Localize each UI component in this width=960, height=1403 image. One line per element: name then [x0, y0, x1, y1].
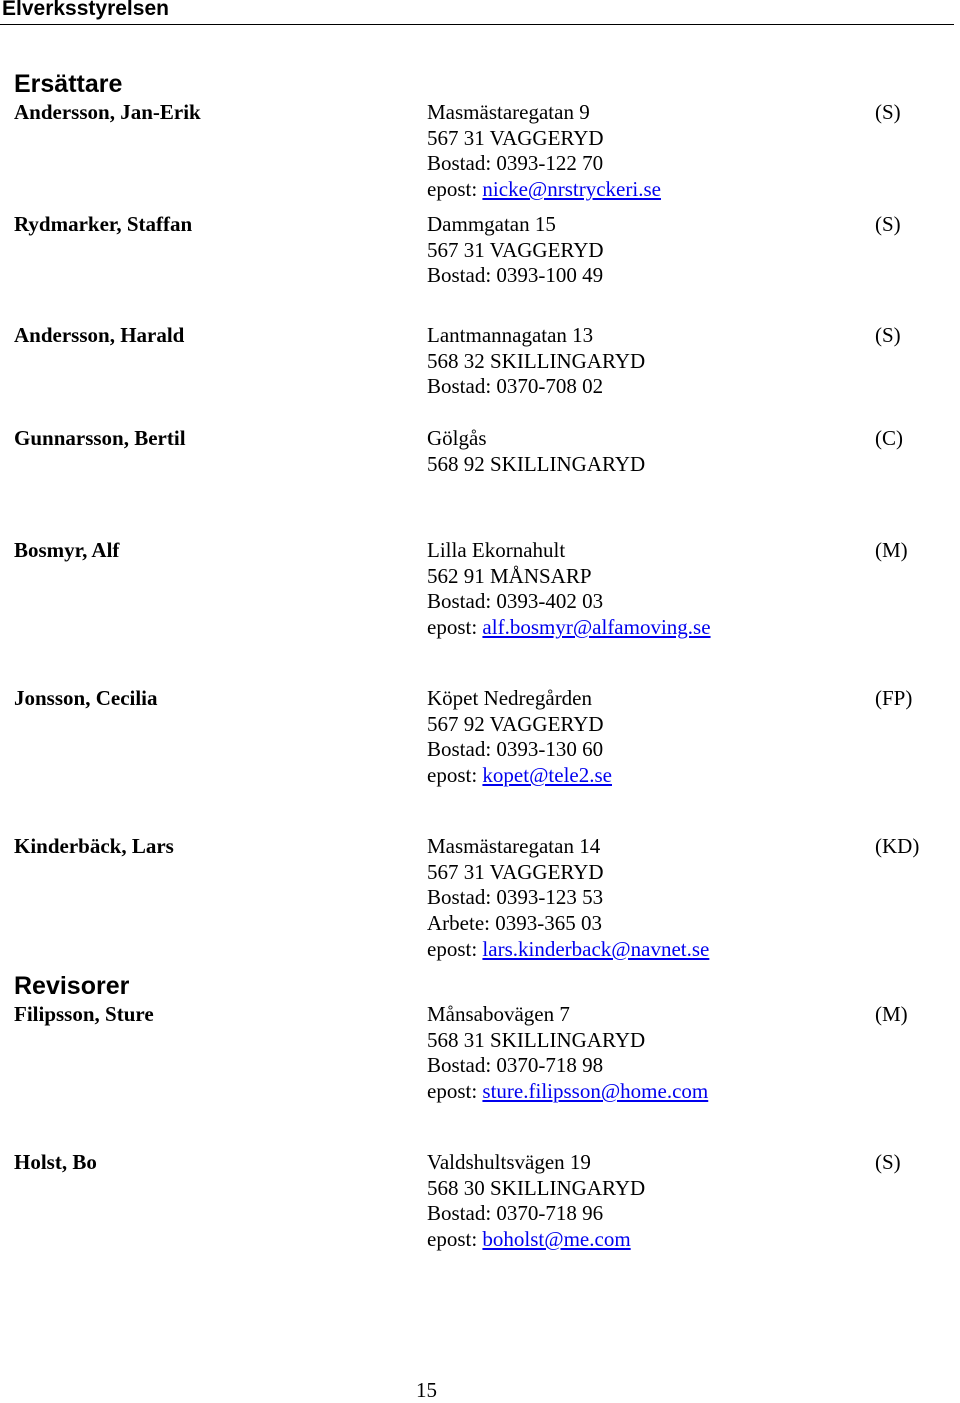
party-badge: (KD) [875, 834, 920, 858]
email-label: epost: [427, 1079, 483, 1104]
member-name: Kinderbäck, Lars [14, 834, 174, 858]
party-badge: (M) [875, 538, 908, 562]
email-line [427, 763, 612, 789]
party-badge: (C) [875, 426, 903, 450]
email-link[interactable]: nicke@nrstryckeri.se [482, 177, 661, 202]
email-link[interactable]: sture.filipsson@home.com [482, 1079, 709, 1104]
home-phone: Bostad: 0393-402 03 [427, 589, 604, 614]
member-name: Andersson, Harald [14, 323, 185, 347]
page-header [0, 0, 954, 25]
street: Masmästaregatan 9 [427, 100, 590, 124]
member-name: Jonsson, Cecilia [14, 686, 158, 710]
party-badge: (S) [875, 100, 901, 124]
email-label: epost: [427, 615, 483, 640]
email-label: epost: [427, 1227, 483, 1252]
member-name: Holst, Bo [14, 1150, 97, 1174]
member-address [427, 538, 711, 641]
email-label: epost: [427, 177, 483, 202]
street: Dammgatan 15 [427, 212, 556, 236]
street: Köpet Nedregården [427, 686, 593, 710]
document-title: Elverksstyrelsen [2, 0, 169, 20]
party-badge: (S) [875, 212, 901, 236]
email-link[interactable]: boholst@me.com [482, 1227, 631, 1252]
home-phone: Bostad: 0370-708 02 [427, 374, 604, 399]
home-phone: Bostad: 0393-122 70 [427, 151, 604, 176]
street: Lilla Ekornahult [427, 538, 566, 562]
email-line [427, 615, 711, 641]
street: Månsabovägen 7 [427, 1002, 570, 1026]
work-phone: Arbete: 0393-365 03 [427, 911, 602, 936]
email-line [427, 1227, 645, 1253]
home-phone: Bostad: 0370-718 96 [427, 1201, 604, 1226]
home-phone: Bostad: 0393-130 60 [427, 737, 604, 762]
street: Lantmannagatan 13 [427, 323, 594, 347]
member-name: Bosmyr, Alf [14, 538, 120, 562]
home-phone: Bostad: 0393-100 49 [427, 263, 604, 288]
member-address [427, 834, 709, 962]
postal-address: 568 92 SKILLINGARYD [427, 451, 646, 476]
section-heading-ersattare: Ersättare [14, 70, 123, 98]
postal-address: 567 31 VAGGERYD [427, 859, 604, 884]
email-link[interactable]: kopet@tele2.se [482, 763, 612, 788]
email-line [427, 1079, 708, 1105]
party-badge: (FP) [875, 686, 913, 710]
email-line [427, 177, 661, 203]
postal-address: 562 91 MÅNSARP [427, 563, 592, 588]
postal-address: 568 30 SKILLINGARYD [427, 1175, 646, 1200]
member-name: Andersson, Jan-Erik [14, 100, 201, 124]
email-link[interactable]: alf.bosmyr@alfamoving.se [482, 615, 711, 640]
member-address [427, 212, 604, 289]
member-address [427, 426, 645, 477]
home-phone: Bostad: 0370-718 98 [427, 1053, 604, 1078]
street: Valdshultsvägen 19 [427, 1150, 591, 1174]
member-name: Gunnarsson, Bertil [14, 426, 186, 450]
email-label: epost: [427, 763, 483, 788]
member-address [427, 686, 612, 789]
street: Gölgås [427, 426, 487, 450]
section-heading-revisorer: Revisorer [14, 972, 130, 1000]
party-badge: (S) [875, 1150, 901, 1174]
street: Masmästaregatan 14 [427, 834, 601, 858]
page-number: 15 [416, 1378, 437, 1402]
member-address [427, 1002, 708, 1105]
member-name: Rydmarker, Staffan [14, 212, 193, 236]
postal-address: 568 32 SKILLINGARYD [427, 348, 646, 373]
member-name: Filipsson, Sture [14, 1002, 154, 1026]
postal-address: 567 92 VAGGERYD [427, 711, 604, 736]
email-line [427, 937, 709, 963]
postal-address: 567 31 VAGGERYD [427, 125, 604, 150]
party-badge: (M) [875, 1002, 908, 1026]
member-address [427, 100, 661, 203]
postal-address: 567 31 VAGGERYD [427, 237, 604, 262]
party-badge: (S) [875, 323, 901, 347]
member-address [427, 1150, 645, 1253]
home-phone: Bostad: 0393-123 53 [427, 885, 604, 910]
postal-address: 568 31 SKILLINGARYD [427, 1027, 646, 1052]
email-label: epost: [427, 936, 483, 961]
email-link[interactable]: lars.kinderback@navnet.se [482, 936, 710, 961]
member-address [427, 323, 645, 400]
